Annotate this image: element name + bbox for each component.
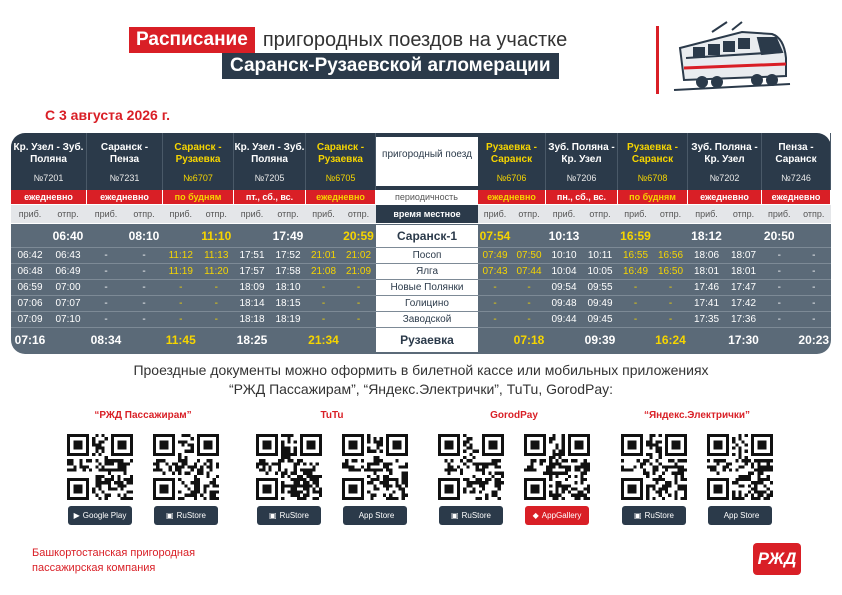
frequency-cell: ежедневно: [762, 190, 831, 204]
station-name: Рузаевка: [376, 328, 478, 352]
frequency-cell: ежедневно: [306, 190, 376, 204]
departure-time: [125, 328, 163, 352]
train-route: Пенза - Саранск: [775, 142, 817, 165]
row-separator: [11, 263, 831, 264]
arrival-time: -: [104, 266, 108, 277]
arrival-time: 07:09: [17, 314, 43, 325]
departure-time: -: [142, 298, 146, 309]
arrival-time: -: [104, 282, 108, 293]
qr-code: [621, 434, 687, 500]
arrival-time: 11:12: [168, 250, 193, 261]
arrival-label: приб.: [624, 209, 647, 219]
departure-time: 10:11: [587, 250, 613, 261]
departure-time: 16:24: [655, 333, 686, 347]
station-name: Ялга: [376, 264, 478, 280]
table-row: [11, 296, 831, 312]
title-rest: пригородных поездов на участке: [262, 29, 568, 51]
arrival-label: приб.: [169, 209, 193, 219]
rzd-logo: РЖД: [753, 543, 801, 575]
departure-time: -: [214, 314, 218, 325]
arrival-time: [234, 225, 270, 247]
train-number: №6707: [183, 173, 213, 183]
arrival-time: 16:59: [620, 229, 651, 243]
departure-time: 07:10: [55, 314, 81, 325]
station-name: Посоп: [376, 248, 478, 264]
schedule-table: [11, 133, 831, 354]
store-badge[interactable]: [525, 506, 589, 525]
departure-time: [512, 225, 546, 247]
row-separator: [11, 327, 831, 328]
qr-code: [524, 434, 590, 500]
store-name: RuStore: [279, 511, 309, 520]
arrival-time: 09:48: [551, 298, 577, 309]
arrival-time: 06:59: [17, 282, 43, 293]
header: [0, 0, 842, 123]
arrival-label: приб.: [312, 209, 335, 219]
arrival-time: 18:14: [239, 298, 265, 309]
train-route: Зуб. Поляна - Кр. Узел: [691, 142, 758, 165]
store-icon: ▣: [451, 511, 459, 520]
departure-time: 17:52: [275, 250, 301, 261]
qr-code: [707, 434, 773, 500]
train-number: №7206: [566, 173, 597, 183]
frequency-cell: ежедневно: [11, 190, 87, 204]
departure-time: -: [214, 282, 218, 293]
arrival-time: [11, 225, 49, 247]
departure-time: 07:18: [513, 333, 545, 347]
departure-label: отпр.: [732, 209, 755, 219]
train-route: Саранск - Рузаевка: [174, 142, 222, 165]
title-line-1: [129, 27, 567, 53]
departure-time: [725, 225, 762, 247]
arrival-label: приб.: [483, 209, 507, 219]
train-route: Кр. Узел - Зуб. Поляна: [13, 142, 84, 165]
departure-time: 21:02: [345, 250, 372, 261]
frequency-row: [11, 190, 831, 204]
local-time-label: время местное: [376, 205, 478, 223]
store-name: RuStore: [644, 511, 674, 520]
departure-time: 06:43: [55, 250, 81, 261]
header-cell: [11, 133, 87, 190]
departure-label: отпр.: [347, 209, 370, 219]
arrival-time: -: [104, 250, 108, 261]
departure-time: 20:23: [798, 333, 830, 347]
departure-time: 11:10: [201, 229, 232, 243]
arrival-time: 17:41: [693, 298, 720, 309]
departure-time: 17:47: [730, 282, 757, 293]
departure-time: 09:55: [587, 282, 613, 293]
departure-time: [582, 225, 618, 247]
departure-time: 11:13: [204, 250, 229, 261]
departure-time: 07:07: [55, 298, 81, 309]
arrival-time: 18:12: [691, 229, 722, 243]
row-separator: [11, 295, 831, 296]
train-route: Кр. Узел - Зуб. Поляна: [234, 142, 305, 165]
arrival-time: -: [777, 266, 781, 277]
store-icon: ▣: [166, 511, 174, 520]
departure-time: [797, 225, 832, 247]
departure-time: -: [142, 250, 146, 261]
arrival-time: 11:19: [168, 266, 193, 277]
departure-time: -: [527, 298, 531, 309]
arrival-time: 11:45: [165, 333, 196, 347]
arrival-time: [306, 225, 341, 247]
departure-time: 09:49: [587, 298, 613, 309]
departure-time: 21:09: [345, 266, 372, 277]
arrival-label: приб.: [767, 209, 791, 219]
arrival-time: -: [777, 314, 781, 325]
app-title: GorodPay: [490, 410, 538, 421]
store-badge[interactable]: [439, 506, 503, 525]
departure-time: 17:58: [275, 266, 301, 277]
departure-time: [653, 225, 688, 247]
arrival-time: -: [633, 298, 638, 309]
arrival-time: 07:43: [482, 266, 508, 277]
arrival-time: 21:08: [310, 266, 337, 277]
arrival-time: 18:01: [693, 266, 720, 277]
departure-time: 09:39: [584, 333, 616, 347]
train-number: №6708: [637, 173, 668, 183]
departure-time: -: [142, 314, 146, 325]
arrival-time: 17:46: [693, 282, 720, 293]
title-highlight: Расписание: [129, 27, 255, 53]
arrival-departure-row: [11, 205, 831, 223]
store-badge[interactable]: [257, 506, 321, 525]
train-number: №7205: [254, 173, 285, 183]
arrival-time: -: [179, 314, 183, 325]
arrival-time: 06:42: [17, 250, 43, 261]
table-row: [11, 312, 831, 328]
arrival-time: 20:50: [763, 229, 795, 243]
ticket-info-line-2: “РЖД Пассажирам”, “Яндекс.Электрички”, TuTu, GorodPay:: [228, 381, 614, 397]
qr-code: [342, 434, 408, 500]
arrival-time: [478, 328, 512, 352]
departure-time: -: [812, 314, 816, 325]
header-cell: [87, 133, 163, 190]
arrival-time: 18:09: [239, 282, 265, 293]
train-route: Зуб. Поляна - Кр. Узел: [548, 142, 615, 165]
arrival-time: 18:06: [693, 250, 720, 261]
train-icon: [672, 18, 792, 98]
frequency-cell: по будням: [618, 190, 688, 204]
arrival-time: -: [777, 250, 781, 261]
arrival-time: -: [321, 298, 326, 309]
departure-time: 18:10: [275, 282, 301, 293]
train-route: Саранск - Рузаевка: [316, 142, 365, 165]
arrival-label: приб.: [695, 209, 718, 219]
arrival-time: 09:44: [551, 314, 577, 325]
store-name: App Store: [358, 511, 395, 520]
departure-time: -: [356, 314, 361, 325]
station-name: Голицино: [376, 296, 478, 312]
train-number: №6706: [496, 173, 527, 183]
departure-time: -: [812, 250, 816, 261]
departure-time: -: [668, 314, 673, 325]
arrival-time: [546, 328, 582, 352]
departure-time: [199, 328, 235, 352]
store-name: RuStore: [176, 511, 206, 520]
station-name: Саранск-1: [376, 225, 478, 247]
qr-code: [67, 434, 133, 500]
store-name: App Store: [723, 511, 760, 520]
train-number: №7246: [781, 173, 811, 183]
departure-time: -: [812, 298, 816, 309]
departure-time: -: [812, 282, 816, 293]
table-row: [11, 328, 831, 352]
departure-label: отпр.: [659, 209, 682, 219]
departure-time: 06:49: [55, 266, 81, 277]
qr-code: [256, 434, 322, 500]
company-line-1: Башкортостанская пригородная: [32, 547, 196, 559]
departure-time: 07:00: [55, 282, 81, 293]
arrival-time: -: [633, 314, 638, 325]
arrival-time: [618, 328, 653, 352]
departure-time: 06:40: [52, 229, 84, 243]
arrival-time: 07:06: [17, 298, 43, 309]
departure-time: 07:50: [516, 250, 542, 261]
arrival-time: [688, 328, 725, 352]
store-name: Google Play: [82, 511, 127, 520]
store-badge[interactable]: [68, 506, 132, 525]
train-route: Рузаевка - Саранск: [486, 142, 537, 165]
departure-label: отпр.: [589, 209, 611, 219]
station-name: Новые Полянки: [376, 280, 478, 296]
arrival-time: 06:48: [17, 266, 43, 277]
departure-label: отпр.: [133, 209, 155, 219]
departure-time: -: [142, 266, 146, 277]
departure-time: -: [668, 298, 673, 309]
departure-time: -: [142, 282, 146, 293]
arrival-time: 16:49: [622, 266, 649, 277]
arrival-time: -: [633, 282, 638, 293]
arrival-label: приб.: [552, 209, 576, 219]
row-separator: [11, 279, 831, 280]
departure-time: 08:10: [128, 229, 160, 243]
arrival-label: приб.: [18, 209, 42, 219]
table-row: [11, 225, 831, 247]
header-cell: [376, 137, 478, 186]
arrival-time: 10:10: [551, 250, 577, 261]
train-number: №6705: [325, 173, 356, 183]
row-separator: [11, 247, 831, 248]
store-icon: ▣: [634, 511, 642, 520]
departure-label: отпр.: [518, 209, 540, 219]
departure-time: 16:56: [657, 250, 684, 261]
store-badge[interactable]: [622, 506, 686, 525]
departure-time: -: [214, 298, 218, 309]
departure-time: 11:20: [204, 266, 229, 277]
arrival-time: 16:55: [622, 250, 649, 261]
title-line-2: Саранск-Рузаевской агломерации: [222, 53, 559, 79]
table-row: [11, 248, 831, 264]
train-route: Саранск - Пенза: [100, 142, 149, 165]
departure-time: -: [356, 298, 361, 309]
table-row: [11, 280, 831, 296]
arrival-time: [163, 225, 199, 247]
ticket-info-line-1: Проездные документы можно оформить в билетной кассе или мобильных приложениях: [133, 362, 709, 378]
arrival-time: 18:18: [239, 314, 265, 325]
table-row: [11, 264, 831, 280]
departure-time: 18:01: [730, 266, 757, 277]
train-route: пригородный поезд: [382, 149, 472, 160]
arrival-time: 09:54: [551, 282, 577, 293]
arrival-time: 18:25: [236, 333, 268, 347]
frequency-cell: ежедневно: [478, 190, 546, 204]
departure-label: отпр.: [205, 209, 227, 219]
arrival-time: 17:51: [239, 250, 265, 261]
store-badge[interactable]: [343, 506, 407, 525]
departure-time: -: [527, 314, 531, 325]
header-cell: [163, 133, 234, 190]
departure-time: 17:36: [730, 314, 757, 325]
arrival-time: 10:04: [551, 266, 577, 277]
store-name: AppGallery: [541, 511, 582, 520]
train-number: №7202: [709, 173, 740, 183]
departure-label: отпр.: [803, 209, 825, 219]
frequency-cell: пт., сб., вс.: [234, 190, 306, 204]
app-title: “Яндекс.Электрички”: [643, 410, 751, 421]
departure-time: 20:59: [343, 229, 374, 243]
schedule-date: С 3 августа 2026 г.: [45, 107, 171, 123]
store-badge[interactable]: [154, 506, 218, 525]
app-title: “РЖД Пассажирам”: [94, 410, 192, 421]
arrival-time: 10:13: [548, 229, 580, 243]
frequency-cell: по будням: [163, 190, 234, 204]
departure-time: -: [527, 282, 531, 293]
row-separator: [11, 311, 831, 312]
arrival-time: -: [179, 298, 183, 309]
arrival-time: 07:16: [14, 333, 46, 347]
header-cell: [306, 133, 376, 190]
train-route: Рузаевка - Саранск: [627, 142, 678, 165]
frequency-cell: ежедневно: [688, 190, 762, 204]
departure-time: 18:07: [730, 250, 757, 261]
arrival-time: -: [777, 298, 781, 309]
departure-label: отпр.: [277, 209, 299, 219]
departure-time: [49, 328, 87, 352]
header-cell: [762, 133, 831, 190]
store-icon: ▣: [269, 511, 277, 520]
header-cell: [234, 133, 306, 190]
arrival-label: приб.: [240, 209, 264, 219]
station-name: Заводской: [376, 312, 478, 328]
departure-time: 18:15: [275, 298, 301, 309]
train-number: №7201: [33, 173, 64, 183]
header-cell: [688, 133, 762, 190]
arrival-time: 07:49: [482, 250, 508, 261]
departure-time: -: [356, 282, 361, 293]
arrival-time: -: [321, 314, 326, 325]
departure-time: 16:50: [657, 266, 684, 277]
app-title: TuTu: [320, 410, 344, 421]
store-icon: ▶: [73, 511, 80, 520]
header-divider: [656, 26, 659, 94]
frequency-cell: периодичность: [376, 190, 478, 204]
company-line-2: пассажирская компания: [32, 562, 156, 574]
arrival-time: -: [321, 282, 326, 293]
store-name: RuStore: [461, 511, 491, 520]
header-cell: [546, 133, 618, 190]
departure-time: 17:42: [730, 298, 757, 309]
departure-time: [341, 328, 376, 352]
company-name: [32, 546, 195, 576]
arrival-time: -: [493, 282, 497, 293]
header-cell: [478, 133, 546, 190]
arrival-time: 21:01: [310, 250, 337, 261]
train-number: №7231: [109, 173, 140, 183]
departure-time: 17:49: [272, 229, 304, 243]
arrival-time: [762, 328, 797, 352]
arrival-time: -: [104, 314, 108, 325]
qr-code: [438, 434, 504, 500]
frequency-cell: ежедневно: [87, 190, 163, 204]
store-badge[interactable]: [708, 506, 772, 525]
qr-code: [153, 434, 219, 500]
arrival-label: приб.: [94, 209, 118, 219]
header-cell: [618, 133, 688, 190]
departure-label: отпр.: [57, 209, 79, 219]
arrival-time: -: [493, 314, 497, 325]
departure-time: [270, 328, 306, 352]
store-icon: ◆: [532, 511, 539, 520]
departure-time: -: [668, 282, 673, 293]
frequency-cell: пн., сб., вс.: [546, 190, 618, 204]
arrival-time: 17:57: [239, 266, 265, 277]
arrival-time: [87, 225, 125, 247]
arrival-time: 07:54: [479, 229, 511, 243]
departure-time: 07:44: [516, 266, 542, 277]
departure-time: 17:30: [728, 333, 759, 347]
departure-time: 09:45: [587, 314, 613, 325]
arrival-time: -: [179, 282, 183, 293]
arrival-time: -: [104, 298, 108, 309]
departure-time: 18:19: [275, 314, 301, 325]
departure-time: 10:05: [587, 266, 613, 277]
arrival-time: 21:34: [308, 333, 339, 347]
departure-time: -: [812, 266, 816, 277]
ticket-info: [0, 361, 842, 399]
arrival-time: -: [777, 282, 781, 293]
arrival-time: 08:34: [90, 333, 122, 347]
arrival-time: 17:35: [693, 314, 720, 325]
arrival-time: -: [493, 298, 497, 309]
